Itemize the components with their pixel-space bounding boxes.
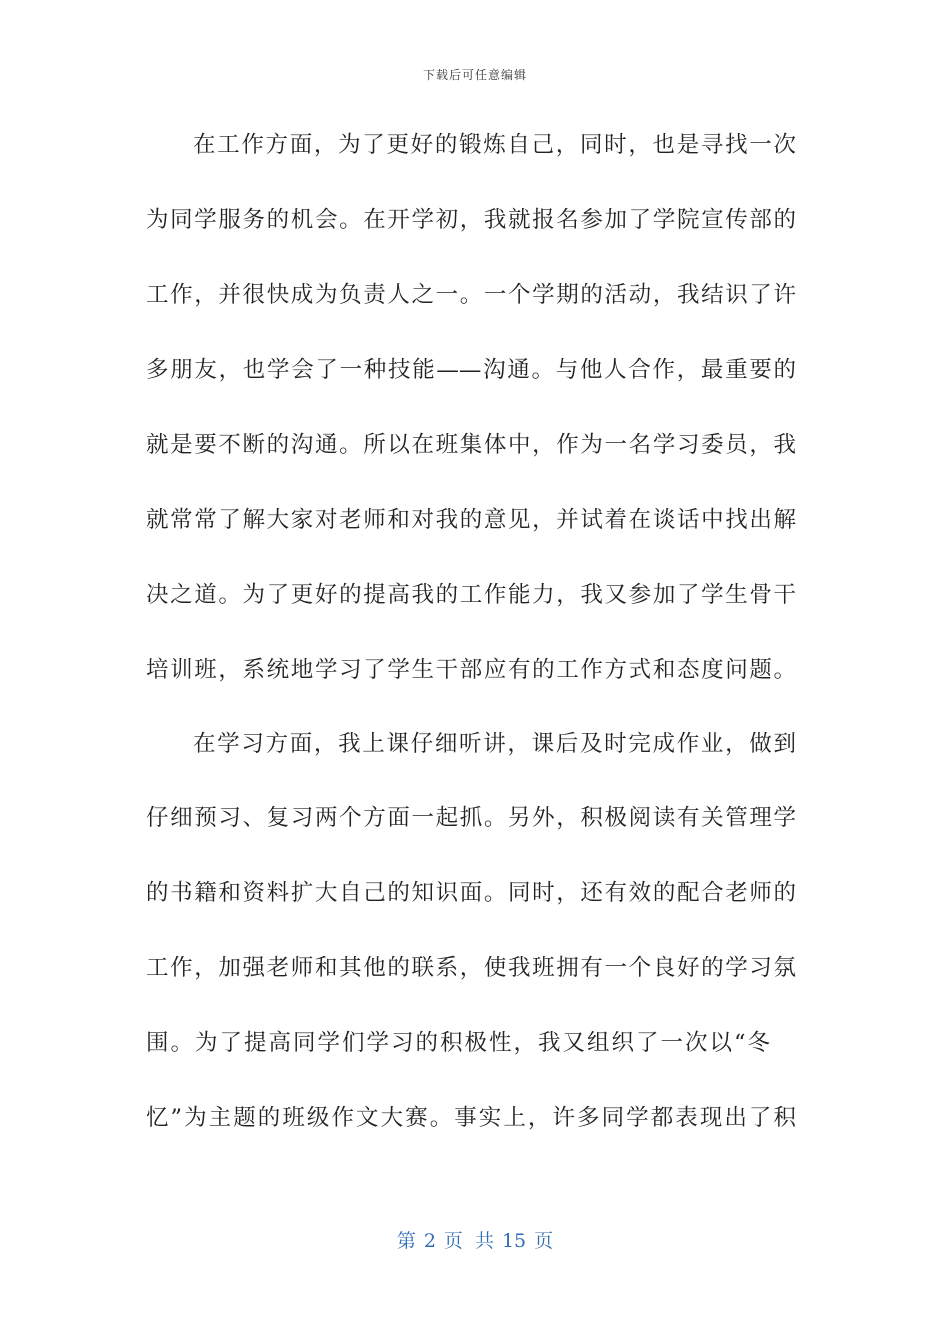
footer-page-number: 2 [423, 1230, 436, 1252]
paragraph-1-line-2: 为同学服务的机会。在开学初，我就报名参加了学院宣传部的 [146, 207, 796, 233]
page-footer [0, 1226, 950, 1253]
paragraph-2-line-5: 围。为了提高同学们学习的积极性，我又组织了一次以“冬 [146, 1030, 773, 1056]
footer-suffix: 页 [534, 1230, 554, 1252]
paragraph-1-line-5: 就是要不断的沟通。所以在班集体中，作为一名学习委员，我 [146, 432, 796, 458]
paragraph-1-line-7: 决之道。为了更好的提高我的工作能力，我又参加了学生骨干 [146, 582, 796, 608]
paragraph-2-line-1: 在学习方面，我上课仔细听讲，课后及时完成作业，做到 [193, 731, 796, 757]
paragraph-1-line-8: 培训班，系统地学习了学生干部应有的工作方式和态度问题。 [146, 657, 796, 683]
footer-middle: 页 共 [443, 1230, 494, 1252]
header-note: 下载后可任意编辑 [422, 68, 527, 82]
paragraph-2-line-6: 忆”为主题的班级作文大赛。事实上，许多同学都表现出了积 [146, 1105, 796, 1131]
paragraph-1-line-4: 多朋友，也学会了一种技能——沟通。与他人合作，最重要的 [146, 357, 796, 383]
footer-prefix: 第 [396, 1230, 416, 1252]
paragraph-2-line-4: 工作，加强老师和其他的联系，使我班拥有一个良好的学习氛 [146, 955, 796, 981]
paragraph-1-line-3: 工作，并很快成为负责人之一。一个学期的活动，我结识了许 [146, 282, 796, 308]
paragraph-1-line-6: 就常常了解大家对老师和对我的意见，并试着在谈话中找出解 [146, 507, 796, 533]
footer-total-pages: 15 [501, 1230, 527, 1252]
paragraph-1-line-1: 在工作方面，为了更好的锻炼自己，同时，也是寻找一次 [193, 132, 796, 158]
paragraph-2-line-3: 的书籍和资料扩大自己的知识面。同时，还有效的配合老师的 [146, 880, 796, 906]
paragraph-2-line-2: 仔细预习、复习两个方面一起抓。另外，积极阅读有关管理学 [146, 805, 796, 831]
